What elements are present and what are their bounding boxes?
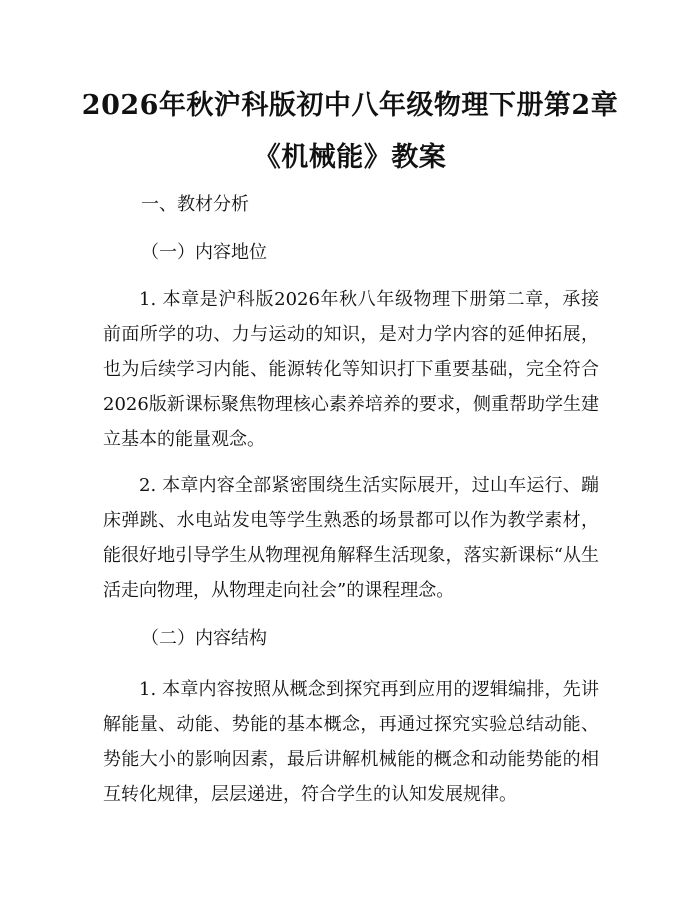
paragraph-content-position-2: 2. 本章内容全部紧密围绕生活实际展开，过山车运行、蹦床弹跳、水电站发电等学生熟悉的场景都可以作为教学素材，能很好地引导学生从物理视角解释生活现象，落实新课标“从生活走向物理，从物理走向社会”的课程理念。 <box>103 475 599 601</box>
document-title-line-1: 2026年秋沪科版初中八年级物理下册第2章 <box>81 90 619 121</box>
paragraph-content-structure-1: 1. 本章内容按照从概念到探究再到应用的逻辑编排，先讲解能量、动能、势能的基本概念，再通过探究实验总结动能、势能大小的影响因素，最后讲解机械能的概念和动能势能的相互转化规律，层层递进，符合学生的认知发展规律。 <box>103 679 599 805</box>
subsection-heading-content-structure: （二）内容结构 <box>141 628 267 649</box>
subsection-heading-content-position: （一）内容地位 <box>141 242 267 263</box>
section-heading-textbook-analysis: 一、教材分析 <box>141 194 249 215</box>
document-title-line-2: 《机械能》教案 <box>253 142 447 173</box>
paragraph-content-position-1: 1. 本章是沪科版2026年秋八年级物理下册第二章，承接前面所学的功、力与运动的知识，是对力学内容的延伸拓展，也为后续学习内能、能源转化等知识打下重要基础，完全符合2026版新课标聚焦物理核心素养培养的要求，侧重帮助学生建立基本的能量观念。 <box>103 289 599 450</box>
